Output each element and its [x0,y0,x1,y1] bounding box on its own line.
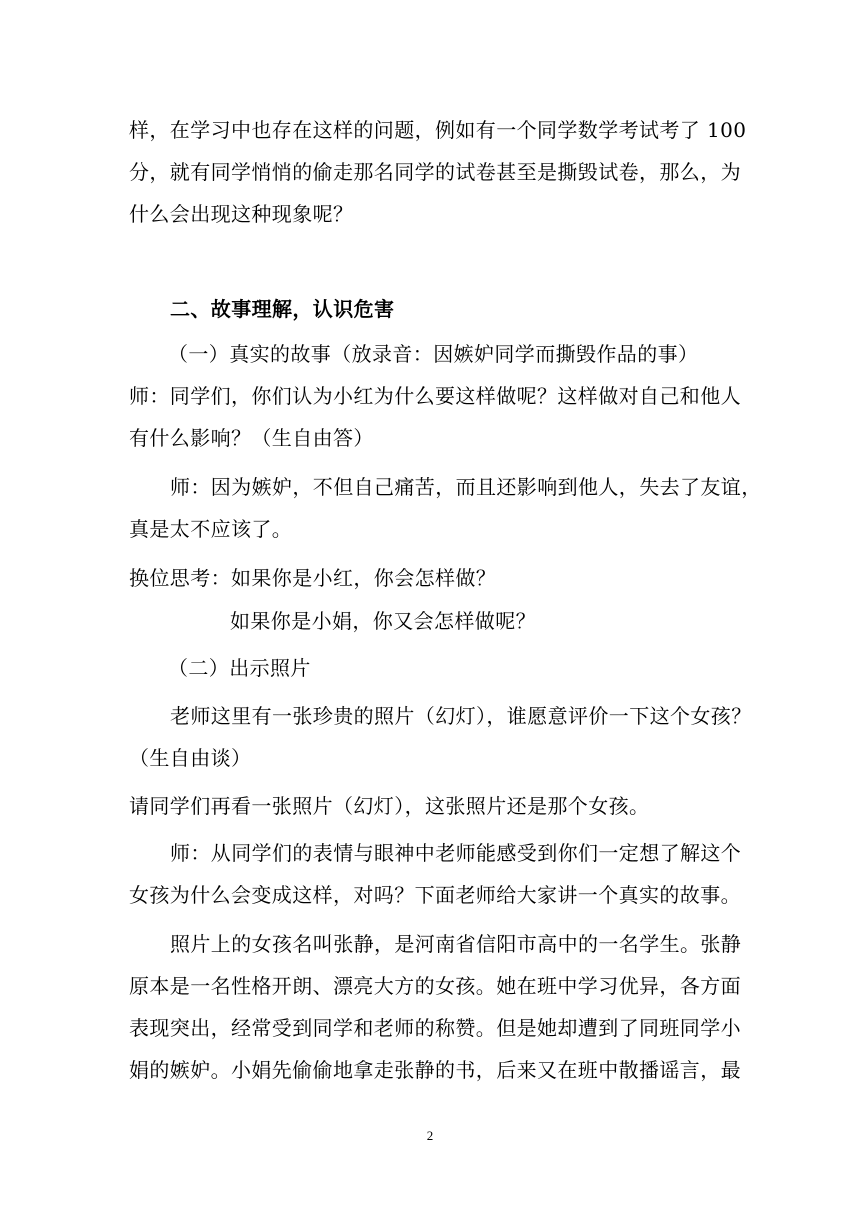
page-number: 2 [426,1128,434,1143]
paragraph-line: 照片上的女孩名叫张静，是河南省信阳市高中的一名学生。张静 [170,932,742,956]
paragraph-line: 有什么影响？（生自由答） [129,426,374,450]
paragraph-line: 分，就有同学悄悄的偷走那名同学的试卷甚至是撕毁试卷，那么，为 [129,160,741,184]
paragraph-line: 师：从同学们的表情与眼神中老师能感受到你们一定想了解这个 [170,841,742,865]
paragraph-line: 请同学们再看一张照片（幻灯），这张照片还是那个女孩。 [129,794,650,818]
paragraph-line: 娟的嫉妒。小娟先偷偷地拿走张静的书，后来又在班中散播谣言，最 [129,1058,741,1082]
subsection-heading: （二）出示照片 [168,656,311,680]
paragraph-line: 换位思考：如果你是小红，你会怎样做？ [129,566,497,590]
paragraph-line: 什么会出现这种现象呢？ [129,202,354,226]
paragraph-line: 女孩为什么会变成这样，对吗？下面老师给大家讲一个真实的故事。 [129,883,741,907]
paragraph-line: 师：同学们，你们认为小红为什么要这样做呢？这样做对自己和他人 [129,384,741,408]
paragraph-line: 表现突出，经常受到同学和老师的称赞。但是她却遭到了同班同学小 [129,1016,741,1040]
paragraph-line: 师：因为嫉妒，不但自己痛苦，而且还影响到他人，失去了友谊， [170,475,762,499]
paragraph-line: （生自由谈） [129,746,252,770]
subsection-heading: （一）真实的故事（放录音：因嫉妒同学而撕毁作品的事） [168,342,699,366]
paragraph-line: 老师这里有一张珍贵的照片（幻灯），谁愿意评价一下这个女孩？ [170,704,752,728]
paragraph-line: 如果你是小娟，你又会怎样做呢？ [230,609,536,633]
section-heading: 二、故事理解，认识危害 [170,297,395,321]
paragraph-line: 样，在学习中也存在这样的问题，例如有一个同学数学考试考了 100 [129,118,747,142]
paragraph-line: 原本是一名性格开朗、漂亮大方的女孩。她在班中学习优异，各方面 [129,974,741,998]
paragraph-line: 真是太不应该了。 [129,517,293,541]
